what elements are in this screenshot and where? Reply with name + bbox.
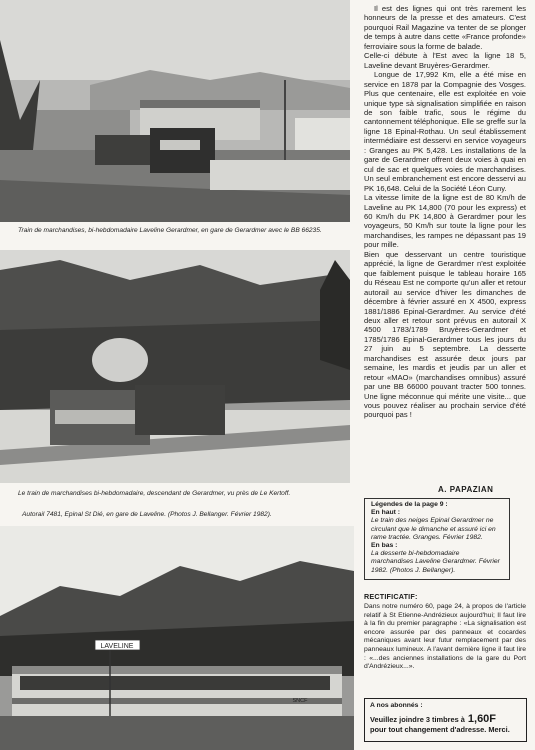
photo-middle-caption: Le train de marchandises bi-hebdomadaire, descendant de Gerardmer, vu près de Le Kertoff. [18, 490, 291, 497]
rectificatif-title: RECTIFICATIF: [364, 592, 418, 601]
legend-bottom-label: En bas : [371, 542, 398, 550]
subscribers-notice [364, 698, 527, 742]
station-sign-label: LAVELINE [100, 643, 134, 650]
subscribers-line1: Veuillez joindre 3 timbres à [370, 714, 465, 724]
subscribers-line2: pour tout changement d'adresse. Merci. [370, 725, 510, 734]
legend-box [364, 498, 510, 580]
article-text [364, 4, 526, 420]
photo-top-caption: Train de marchandises, bi-hebdomadaire Laveline Gerardmer, en gare de Gerardmer avec le BB 66235. [18, 227, 322, 234]
railcar-mark: SNCF [292, 698, 308, 704]
photo-middle-freight-train-kertoff [0, 250, 350, 483]
article-paragraph: Bien que desservant un centre touristique apprécié, la ligne de Gerardmer n'est exploitée que faiblement puisque le tableau horaire 165 du Réseau Est ne comporte qu'un aller et retour autorail au service d'hiver les dimanches de décembre à février assuré en X 4500, express 1881/1886 Epinal-Gerardmer. Au service d'été deux aller et retour sont prévus en autorail X 4500 1783/1789 Bruyères-Gerardmer et 1785/1786 Epinal-Gerardmer tous les jours du 27 juin au 5 septembre. La desserte marchandises est assurée deux jours par semaine, les mardis et jeudis par un aller et retour «MAO» (marchandises omnibus) assuré par une BB 66000 pouvant tracter 500 tonnes. Une ligne méconnue qui mérite une visite... que vous pouvez réaliser au prochain service d'été pourquoi pas ! [364, 249, 526, 420]
article-paragraph: Longue de 17,992 Km, elle a été mise en service en 1878 par la Compagnie des Vosges. Plus que centenaire, elle est exploitée en voie unique type sà signalisation simplifiée en raison de son faible trafic, sous le régime du cantonnement téléphonique. Elle se greffe sur la ligne 18 Epinal-Rothau. Un seul établissement intermédiaire est desservi en service voyageurs : Granges au PK 5,428. Les installations de la gare de Gerardmer offrent deux voies à quai en cul de sac et quelques voies de marchandises. Un seul embranchement est encore desservi au PK 16,648. Celui de la Société Léon Cuny. [364, 70, 526, 193]
photo-bottom-caption: Autorail 7481, Epinal St Dié, en gare de Laveline. (Photos J. Bellanger. Février 1982). [22, 511, 272, 518]
photo-top-freight-train-gerardmer [0, 0, 350, 222]
article-author: A. PAPAZIAN [438, 485, 494, 494]
article-paragraph: La vitesse limite de la ligne est de 80 Km/h de Laveline au PK 14,800 (70 pour les express) et 60 Km/h du PK 14,800 à Gerardmer pour les voyageurs, 50 Km/h sur toute la ligne pour les marchandises, les rampes ne dépassant pas 19 pour mille. [364, 193, 526, 250]
article-paragraph: Il est des lignes qui ont très rarement les honneurs de la presse et des amateurs. C'est pourquoi Rail Magazine va tenter de se plonger de temps à autre dans cette «France profonde» ferroviaire sous la forme de balade. [364, 4, 526, 51]
legend-top-text: Le train des neiges Epinal Gerardmer ne circulant que le dimanche et assuré ici en rame tractée. Granges. Février 1982. [371, 517, 496, 541]
legend-title: Légendes de la page 9 : [371, 501, 448, 508]
legend-top-label: En haut : [371, 509, 401, 517]
rectificatif-text: Dans notre numéro 60, page 24, à propos de l'article relatif à St Etienne-Andrézieux aujourd'hui; Il faut lire à la fin du premier paragraphe : «La signalisation est encore assurée par des panneaux et cocardes mécaniques avant leur futur remplacement par des panneaux lumineux. A l'avant dernière ligne il faut lire : «...des anciennes installations de la gare du Port d'Andrézieux...». [364, 603, 526, 671]
article-paragraph: Celle-ci débute à l'Est avec la ligne 18 5, Laveline devant Bruyères-Gerardmer. [364, 51, 526, 70]
photo-bottom-railcar-laveline [0, 526, 354, 750]
subscribers-price: 1,60F [467, 713, 497, 725]
subscribers-title: A nos abonnés : [370, 702, 423, 709]
legend-bottom-text: La desserte bi-hebdomadaire marchandises Laveline Gerardmer. Février 1982. (Photos J. Bellanger). [371, 550, 500, 574]
